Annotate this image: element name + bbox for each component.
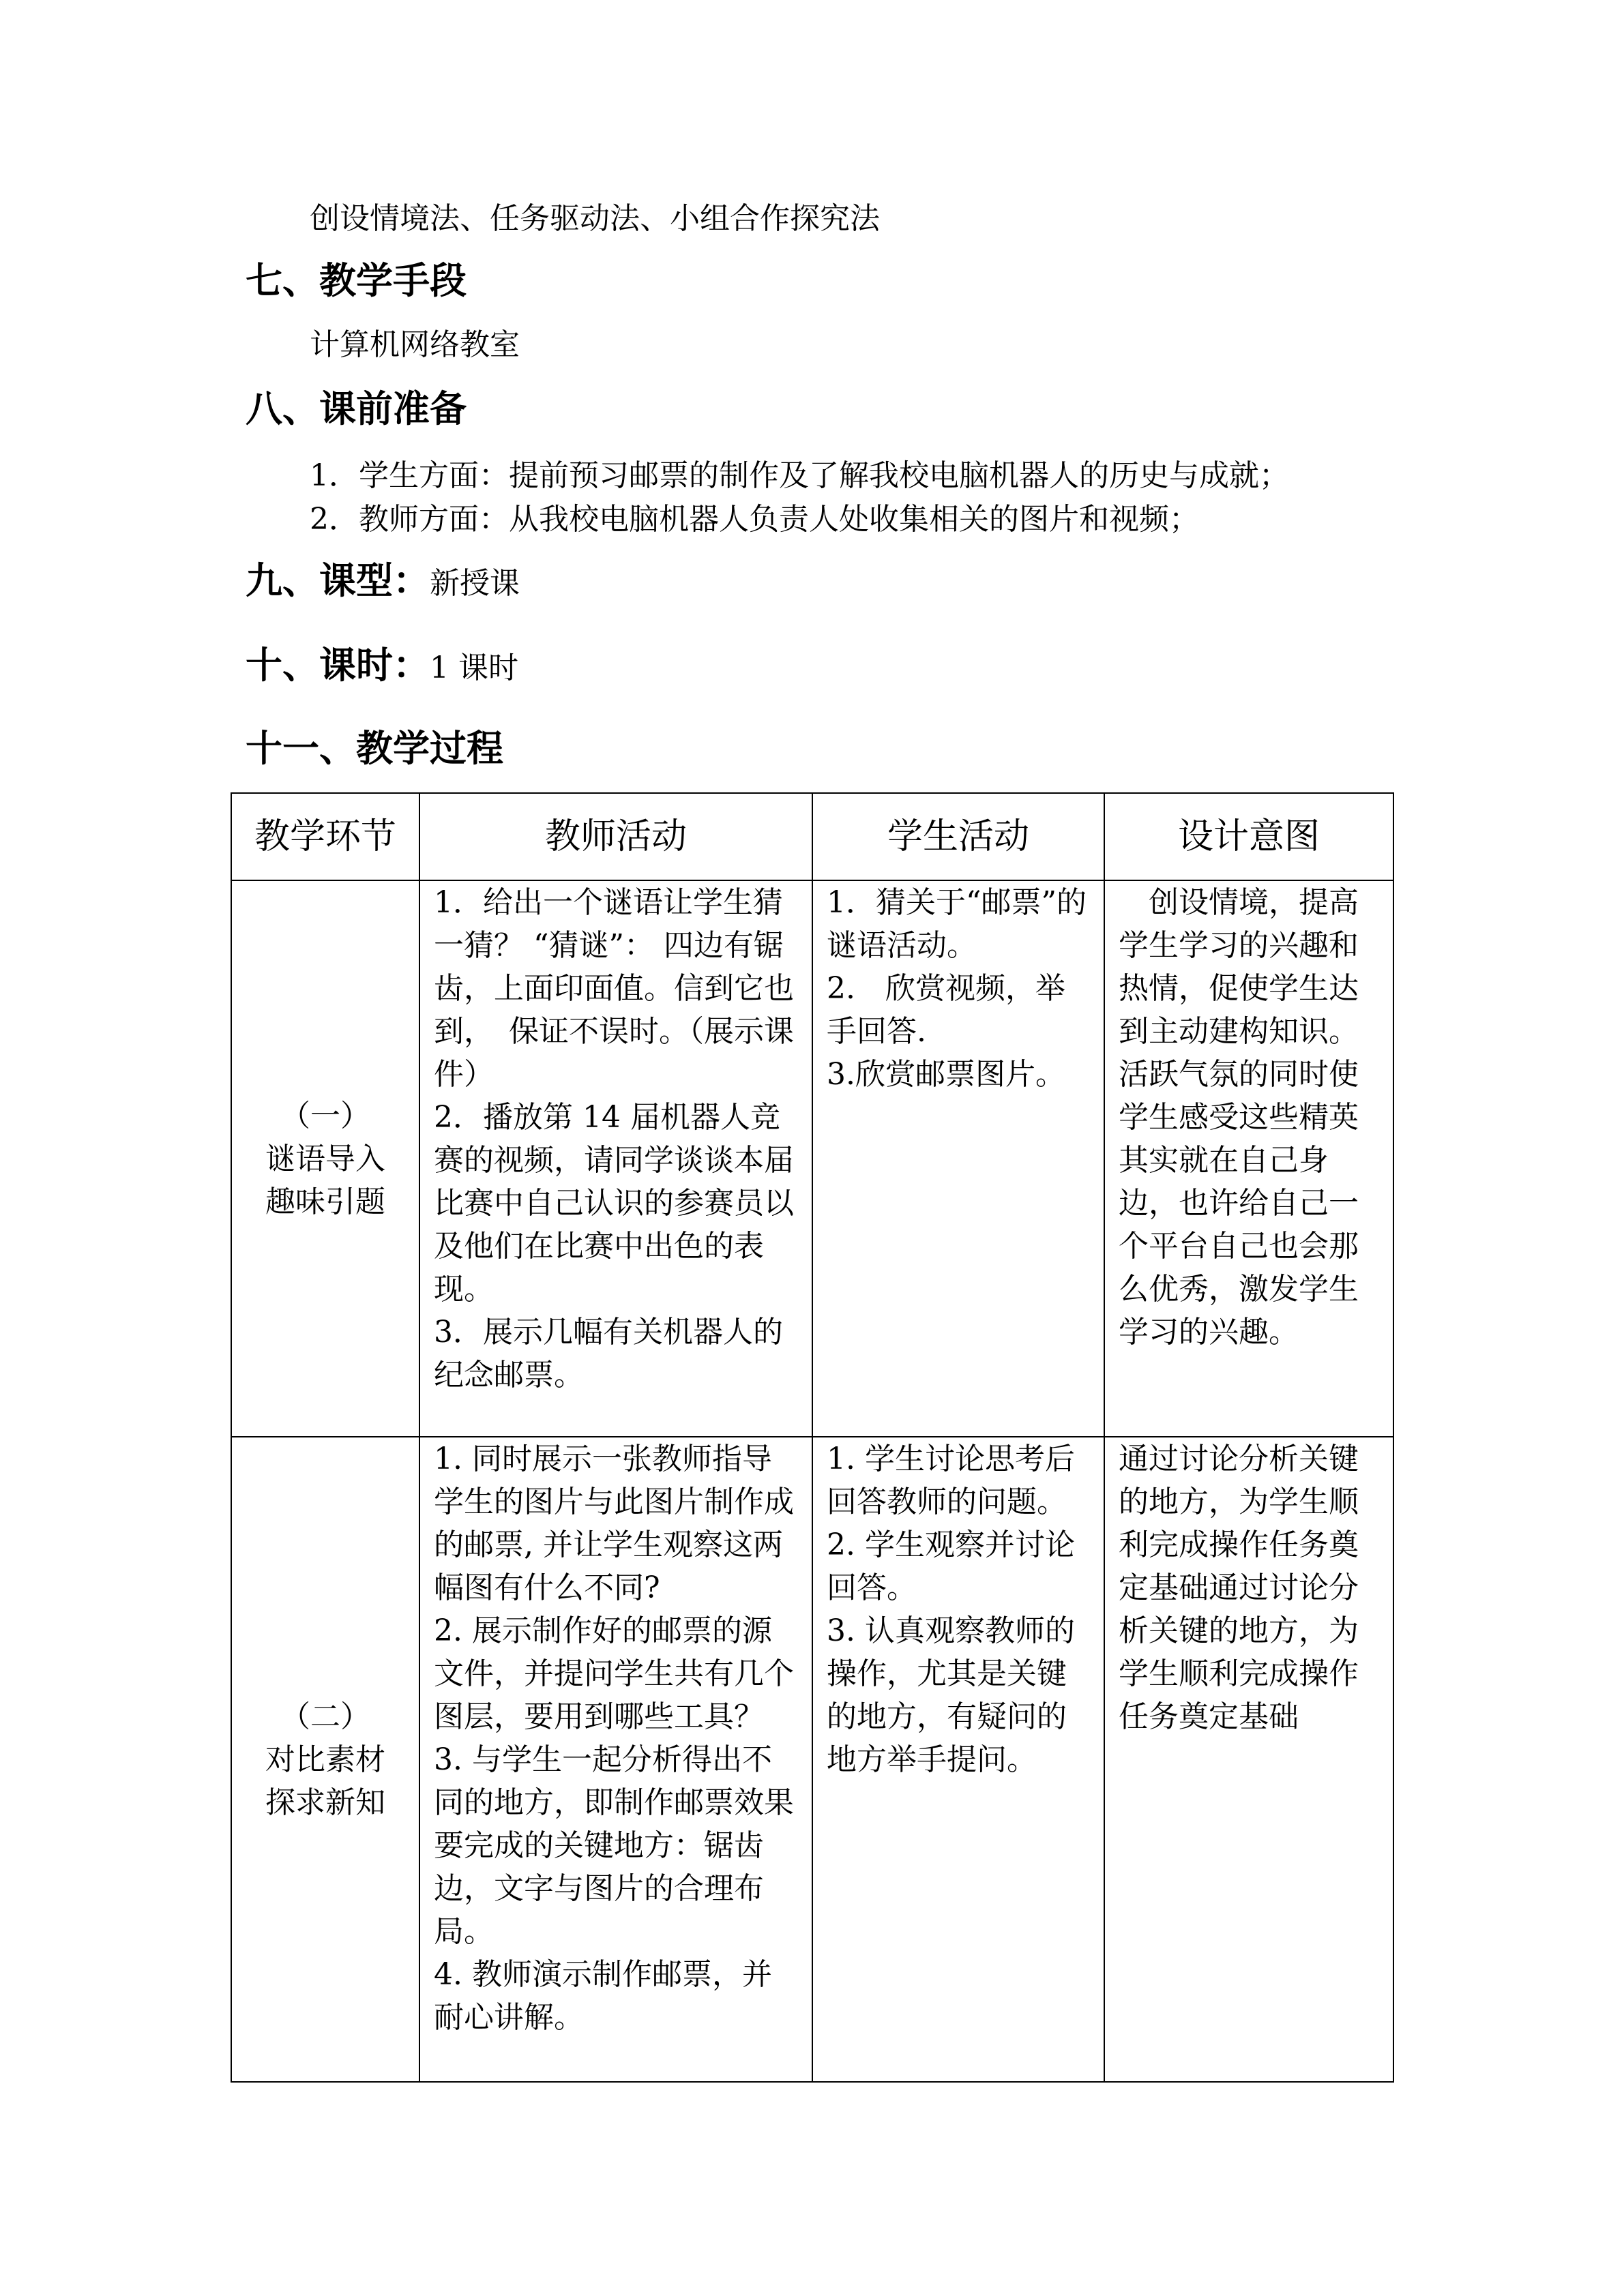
student-step: 2. 欣赏视频，举手回答.	[827, 971, 1065, 1049]
stage-title-line: 趣味引题	[265, 1184, 385, 1219]
stage-number: （二）	[280, 1699, 370, 1734]
teacher-activity-cell	[419, 880, 812, 1437]
teaching-methods-text: 创设情境法、任务驱动法、小组合作探究法	[310, 201, 880, 236]
design-intent-cell	[1104, 1437, 1393, 2082]
section-10-title: 十、课时：	[246, 644, 430, 687]
teacher-step: 2．播放第 14 届机器人竞赛的视频，请同学谈谈本届比赛中自己认识的参赛员以及他们在比赛中出色的表现。	[434, 1100, 794, 1307]
student-step: 1. 学生讨论思考后回答教师的问题。	[827, 1442, 1075, 1519]
design-intent-cell	[1104, 880, 1393, 1437]
teaching-process-table	[231, 792, 1394, 2083]
section-8-heading: 八、课前准备	[246, 387, 467, 430]
header-stage: 教学环节	[231, 793, 419, 880]
student-activity-cell	[812, 1437, 1104, 2082]
stage-title-line: 对比素材	[265, 1742, 385, 1777]
teacher-step: 2. 展示制作好的邮票的源文件，并提问学生共有几个图层，要用到哪些工具？	[434, 1613, 794, 1734]
section-9-title: 九、课型：	[246, 559, 430, 602]
table-row	[231, 1437, 1393, 2082]
section-9-heading	[246, 556, 520, 608]
section-10-heading	[246, 641, 518, 693]
section-8-item-2: 2．教师方面：从我校电脑机器人负责人处收集相关的图片和视频；	[310, 502, 1199, 537]
student-step: 1．猜关于“邮票”的谜语活动。	[827, 885, 1087, 963]
stage-cell	[231, 880, 419, 1437]
design-intent-text: 通过讨论分析关键的地方，为学生顺利完成操作任务奠定基础通过讨论分析关键的地方，为学生顺利完成操作任务奠定基础	[1119, 1442, 1359, 1734]
design-intent-text: 创设情境，提高学生学习的兴趣和热情，促使学生达到主动建构知识。活跃气氛的同时使学生感受这些精英其实就在自己身边，也许给自己一个平台自己也会那么优秀，激发学生学习的兴趣。	[1119, 885, 1359, 1350]
student-step: 3. 认真观察教师的操作，尤其是关键的地方，有疑问的地方举手提问。	[827, 1613, 1075, 1777]
table-header-row	[231, 793, 1393, 880]
stage-number: （一）	[280, 1098, 370, 1133]
section-10-value: 1 课时	[430, 651, 518, 685]
stage-title-line: 谜语导入	[265, 1141, 385, 1176]
header-student-activity: 学生活动	[812, 793, 1104, 880]
teacher-step: 3. 与学生一起分析得出不同的地方，即制作邮票效果要完成的关键地方：锯齿边，文字与图片的合理布局。	[434, 1742, 794, 1949]
header-design-intent: 设计意图	[1104, 793, 1393, 880]
student-step: 2. 学生观察并讨论回答。	[827, 1527, 1075, 1605]
table-row	[231, 880, 1393, 1437]
teacher-step: 4. 教师演示制作邮票，并耐心讲解。	[434, 1957, 772, 2035]
stage-title-line: 探求新知	[265, 1785, 385, 1820]
section-7-content: 计算机网络教室	[310, 327, 520, 362]
student-step: 3.欣赏邮票图片。	[827, 1057, 1065, 1092]
student-activity-cell	[812, 880, 1104, 1437]
stage-cell	[231, 1437, 419, 2082]
teacher-activity-cell	[419, 1437, 812, 2082]
teacher-step: 3．展示几幅有关机器人的纪念邮票。	[434, 1315, 783, 1392]
section-7-heading: 七、教学手段	[246, 259, 467, 302]
header-teacher-activity: 教师活动	[419, 793, 812, 880]
section-11-heading: 十一、教学过程	[246, 727, 503, 770]
teacher-step: 1. 同时展示一张教师指导学生的图片与此图片制作成的邮票, 并让学生观察这两幅图有什么不同?	[434, 1442, 794, 1605]
section-8-item-1: 1．学生方面：提前预习邮票的制作及了解我校电脑机器人的历史与成就；	[310, 458, 1289, 493]
section-9-value: 新授课	[430, 566, 520, 601]
teacher-step: 1．给出一个谜语让学生猜一猜？ “猜谜”： 四边有锯齿，上面印面值。信到它也到， 保证不误时。（展示课件）	[434, 885, 794, 1092]
